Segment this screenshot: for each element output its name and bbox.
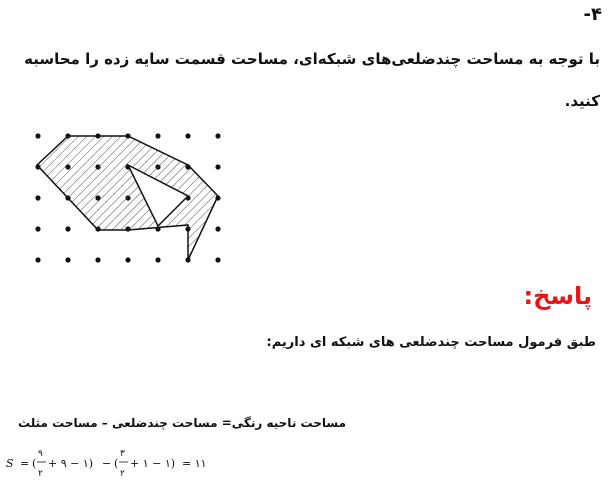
formula-lhs: S	[6, 457, 14, 470]
grid-dot	[185, 133, 190, 138]
grid-dot	[35, 133, 40, 138]
grid-dot	[95, 257, 100, 262]
grid-dot	[155, 257, 160, 262]
term1-numerator: ۹	[38, 449, 43, 459]
term2-rest: + ۱ − ۱)	[130, 457, 176, 470]
shaded-polygon	[37, 136, 218, 260]
term2-numerator: ۳	[120, 449, 125, 459]
formula-equals: =	[20, 457, 30, 470]
grid-dot	[35, 226, 40, 231]
grid-dot	[35, 195, 40, 200]
grid-dot	[215, 164, 220, 169]
question-number: -۴	[583, 4, 602, 25]
svg-text:(: (	[114, 457, 119, 470]
grid-dot	[215, 257, 220, 262]
term2-denominator: ۲	[120, 469, 125, 479]
question-text-line1: با توجه به مساحت چندضلعی‌های شبکه‌ای، مساحت قسمت سایه زده را محاسبه	[24, 50, 600, 68]
question-text-line2: کنید.	[564, 92, 600, 110]
formula-intro-text: طبق فرمول مساحت چندضلعی های شبکه ای داریم:	[266, 335, 596, 350]
svg-text:(: (	[32, 457, 37, 470]
term1-rest: + ۹ − ۱)	[48, 457, 94, 470]
formula-minus: −	[102, 457, 112, 470]
grid-dot	[155, 133, 160, 138]
answer-heading: پاسخ:	[523, 282, 592, 310]
lattice-polygon-figure	[20, 118, 240, 270]
formula-result: = ۱۱	[182, 457, 207, 470]
grid-dot	[65, 257, 70, 262]
grid-dot	[215, 226, 220, 231]
grid-dot	[125, 257, 130, 262]
grid-dot	[215, 133, 220, 138]
term1-denominator: ۲	[38, 469, 43, 479]
grid-dot	[65, 226, 70, 231]
grid-dot	[35, 257, 40, 262]
area-relation-text: مساحت ناحیه رنگی= مساحت چندضلعی – مساحت مثلث	[18, 416, 346, 430]
area-formula	[6, 445, 246, 485]
